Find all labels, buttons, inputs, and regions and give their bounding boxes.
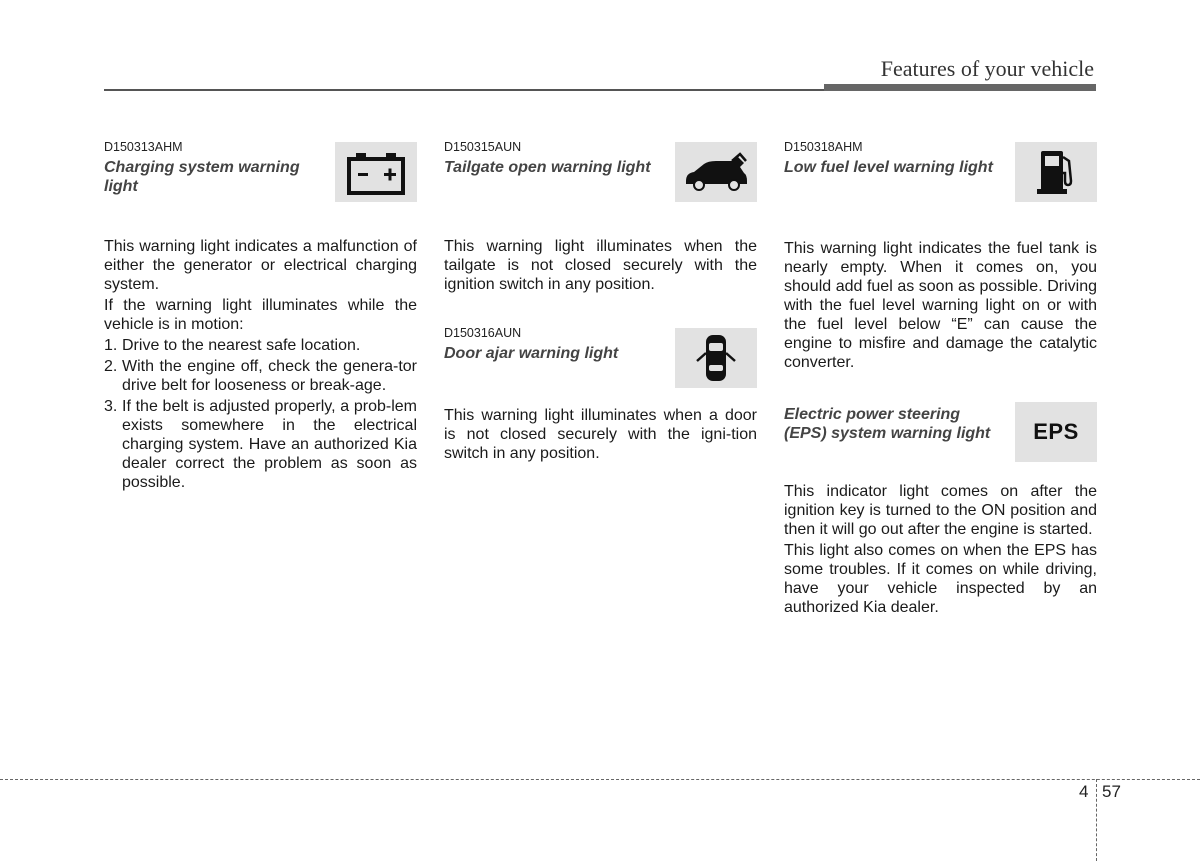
section-body (784, 239, 1097, 372)
paragraph: This indicator light comes on after the ignition key is turned to the ON position and then it will go out after the engine is started. (784, 483, 1097, 538)
page-number: 57 (1102, 782, 1121, 801)
chapter-number: 4 (1079, 782, 1089, 801)
section-body (104, 237, 417, 492)
section-code: D150318AHM (784, 140, 863, 154)
page-header-title: Features of your vehicle (880, 56, 1094, 81)
list-item-text: With the engine off, check the genera-tor drive belt for looseness or break-age. (122, 358, 417, 394)
list-item (104, 397, 417, 492)
list-item (104, 357, 417, 395)
eps-icon (1015, 402, 1097, 462)
section-low-fuel (784, 140, 1097, 372)
paragraph: If the warning light illuminates while the vehicle is in motion: (104, 297, 417, 333)
section-heading: Electric power steering (EPS) system warning light (784, 406, 991, 442)
column-3 (784, 140, 1097, 619)
header-rule-thin (104, 89, 824, 91)
paragraph: This light also comes on when the EPS has some troubles. If it comes on while driving, have your vehicle inspected by an authorized Kia dealer. (784, 542, 1097, 616)
column-1 (104, 140, 417, 494)
footer-vertical-divider (1096, 779, 1097, 861)
section-body (784, 482, 1097, 617)
list-item (104, 336, 417, 355)
paragraph: This warning light indicates the fuel tank is nearly empty. When it comes on, you should add fuel as soon as possible. Driving with the fuel level warning light on or with the fuel level below “E” can cause the engine to misfire and damage the catalytic converter. (784, 240, 1097, 371)
column-2 (444, 140, 757, 465)
list-item-text: If the belt is adjusted properly, a prob-lem exists somewhere in the electrical charging system. Have an authorized Kia dealer correct the problem as soon as possible. (122, 398, 417, 491)
tailgate-open-icon (675, 142, 757, 202)
list-item-number: 2. (104, 358, 118, 375)
header-rule-thick (824, 84, 1096, 91)
section-door-ajar (444, 326, 757, 463)
paragraph: This warning light illuminates when a door is not closed securely with the igni-tion switch in any position. (444, 407, 757, 462)
section-eps (784, 405, 1097, 617)
battery-icon (335, 142, 417, 202)
section-heading: Door ajar warning light (444, 345, 619, 362)
section-heading: Low fuel level warning light (784, 159, 993, 176)
section-code: D150315AUN (444, 140, 522, 154)
eps-icon-label: EPS (1033, 419, 1079, 444)
fuel-pump-icon (1015, 142, 1097, 202)
section-heading: Tailgate open warning light (444, 159, 651, 176)
section-code: D150313AHM (104, 140, 183, 154)
list-item-text: Drive to the nearest safe location. (122, 337, 361, 354)
section-tailgate-open (444, 140, 757, 294)
list-item-number: 3. (104, 398, 118, 415)
door-ajar-icon (675, 328, 757, 388)
paragraph: This warning light illuminates when the tailgate is not closed securely with the ignition switch in any position. (444, 238, 757, 293)
section-body (444, 237, 757, 294)
footer-divider (0, 779, 1200, 780)
steps-list (104, 336, 417, 492)
section-heading: Charging system warning light (104, 159, 300, 195)
list-item-number: 1. (104, 337, 118, 354)
paragraph: This warning light indicates a malfunction of either the generator or electrical charging system. (104, 238, 417, 293)
section-body (444, 406, 757, 463)
section-charging-system (104, 140, 417, 492)
section-code: D150316AUN (444, 326, 522, 340)
